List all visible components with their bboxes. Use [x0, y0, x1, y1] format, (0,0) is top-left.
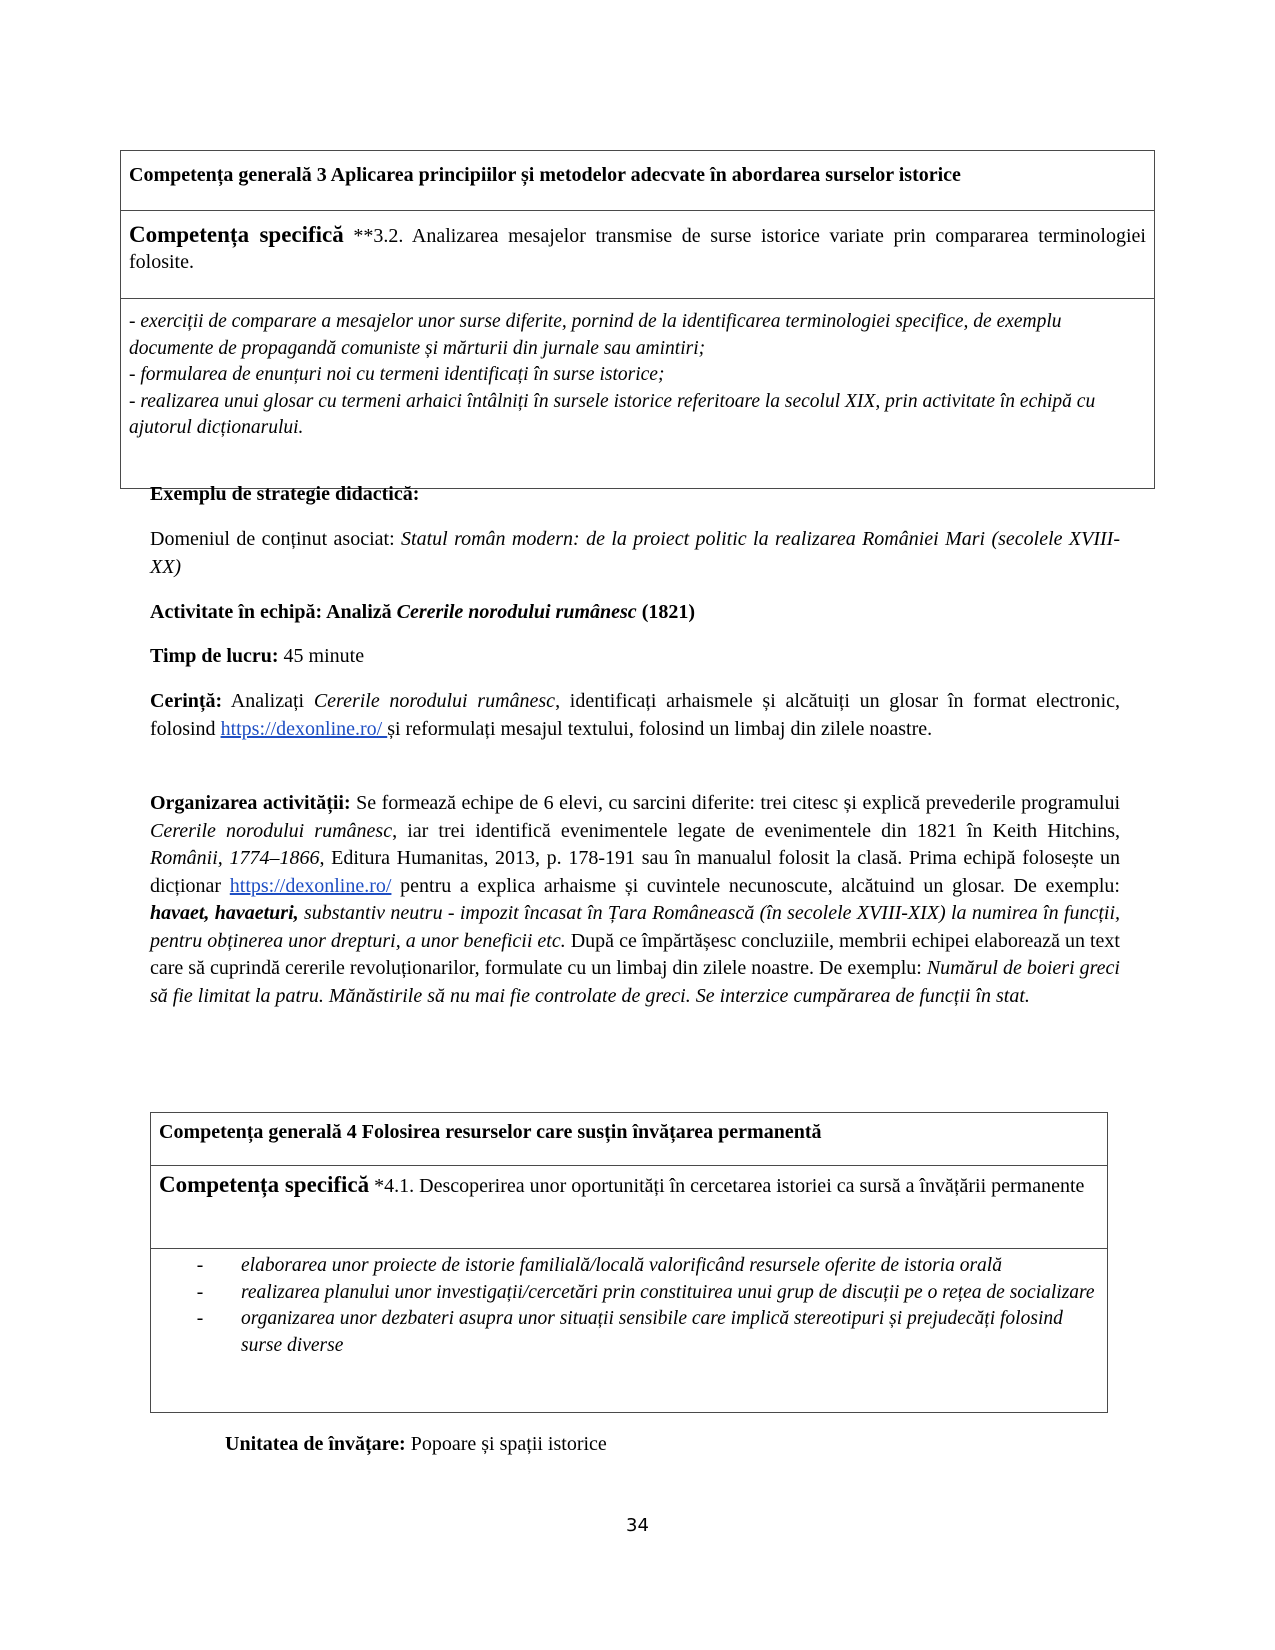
- activity-text: elaborarea unor proiecte de istorie familială/locală valorificând resursele oferite de istoria orală: [241, 1255, 1002, 1276]
- learning-activities-3: [121, 299, 1155, 489]
- team-activity-paragraph: [150, 599, 1120, 627]
- glossary-definition: substantiv neutru - impozit încasat în Țara Românească (în secolele XVIII-XIX) la numirea în funcții, pentru obținerea unor drepturi, a unor beneficii etc.: [150, 902, 1120, 952]
- specific-competence-label: Competența specifică: [129, 222, 344, 247]
- activity-item: - exerciții de comparare a mesajelor unor surse diferite, pornind de la identificarea terminologiei specifice, de exemplu documente de propagandă comuniste și mărturii din jurnale sau amintiri;: [129, 311, 1062, 359]
- activity-text: realizarea planului unor investigații/cercetări prin constituirea unui grup de discuții pe o rețea de socializare: [241, 1281, 1095, 1303]
- activity-text: organizarea unor dezbateri asupra unor situații sensibile care implică stereotipuri și prejudecăți folosind surse diverse: [241, 1308, 1063, 1356]
- task-paragraph: [150, 688, 1120, 743]
- specific-competence-4-1: [151, 1166, 1108, 1249]
- work-time-paragraph: [150, 643, 1120, 671]
- strategy-heading: Exemplu de strategie didactică:: [150, 483, 420, 505]
- activity-year: (1821): [636, 601, 696, 623]
- task-text: Analizați: [222, 690, 314, 712]
- organization-text: , Editura Humanitas, 2013, p. 178-191 sau în manualul folosit la clasă. Prima echipă folosește un dicționar: [150, 847, 1120, 897]
- time-value: 45 minute: [278, 645, 365, 667]
- dexonline-link[interactable]: https://dexonline.ro/: [229, 874, 392, 897]
- task-text: și reformulați mesajul textului, folosind un limbaj din zilele noastre.: [387, 717, 933, 740]
- unit-label: Unitatea de învățare:: [225, 1433, 406, 1455]
- unit-value: Popoare și spații istorice: [405, 1433, 607, 1455]
- glossary-term: havaet, havaeturi,: [150, 902, 299, 924]
- task-text: , identificați arhaismele și alcătuiți un glosar în format electronic, folosind: [150, 690, 1121, 740]
- specific-competence-3-2: [121, 211, 1155, 299]
- competence-table-4: [150, 1112, 1108, 1413]
- dexonline-link[interactable]: https://dexonline.ro/: [220, 717, 388, 740]
- reformulated-example: Numărul de boieri greci să fie limitat la patru. Mănăstirile să nu mai fie controlate de greci. Se interzice cumpărarea de funcții în stat.: [150, 957, 1120, 1007]
- activity-title: Cererile norodului rumânesc: [396, 601, 637, 623]
- general-competence-3: Competența generală 3 Aplicarea principiilor și metodelor adecvate în abordarea surselor istorice: [121, 151, 1155, 211]
- domain-label: Domeniul de conținut asociat:: [150, 528, 402, 550]
- bullet-dash: -: [196, 1281, 204, 1303]
- organization-text: După ce împărtășesc concluziile, membrii echipei elaborează un text care să cuprindă cererile revoluționarilor, formulate cu un limbaj din zilele noastre. De exemplu:: [150, 929, 1120, 979]
- book-title: Românii, 1774–1866: [150, 847, 320, 869]
- organization-text: pentru a explica arhaisme și cuvintele necunoscute, alcătuind un glosar. De exemplu:: [391, 874, 1120, 897]
- time-label: Timp de lucru:: [150, 645, 279, 667]
- activity-label: Activitate în echipă: Analiză: [150, 601, 397, 623]
- bullet-dash: -: [196, 1308, 204, 1329]
- organization-text: , iar trei identifică evenimentele legate de evenimentele din 1821 în Keith Hitchins,: [392, 819, 1120, 842]
- activity-item: - realizarea unui glosar cu termeni arhaici întâlniți în sursele istorice referitoare la secolul XIX, prin activitate în echipă cu ajutorul dicționarului.: [129, 390, 1096, 438]
- activity-item: [159, 1253, 1099, 1280]
- learning-activities-4: [151, 1249, 1108, 1413]
- learning-unit-paragraph: [225, 1431, 1195, 1459]
- task-label: Cerință:: [150, 690, 223, 712]
- organization-paragraph: [150, 790, 1120, 1010]
- competence-table-3: [120, 150, 1155, 489]
- activity-item: - formularea de enunțuri noi cu termeni identificați în surse istorice;: [129, 364, 665, 385]
- bullet-dash: -: [196, 1255, 204, 1276]
- specific-competence-label: Competența specifică: [159, 1172, 370, 1197]
- organization-label: Organizarea activității:: [150, 792, 351, 814]
- specific-competence-text: **3.2. Analizarea mesajelor transmise de surse istorice variate prin compararea terminologiei folosite.: [129, 225, 1146, 273]
- domain-value: Statul român modern: de la proiect politic la realizarea României Mari (secolele XVIII-XX): [150, 528, 1120, 578]
- content-domain-paragraph: [150, 526, 1120, 581]
- organization-text: Se formează echipe de 6 elevi, cu sarcini diferite: trei citesc și explică prevederile programului: [350, 792, 1121, 814]
- activity-item: [159, 1280, 1099, 1307]
- task-title: Cererile norodului rumânesc: [313, 690, 556, 712]
- specific-competence-text: *4.1. Descoperirea unor oportunități în cercetarea istoriei ca sursă a învățării permanente: [369, 1175, 1085, 1197]
- activity-item: [159, 1306, 1099, 1359]
- general-competence-4: Competența generală 4 Folosirea resurselor care susțin învățarea permanentă: [151, 1113, 1108, 1166]
- program-title: Cererile norodului rumânesc: [150, 819, 393, 842]
- page-number: 34: [626, 1515, 649, 1536]
